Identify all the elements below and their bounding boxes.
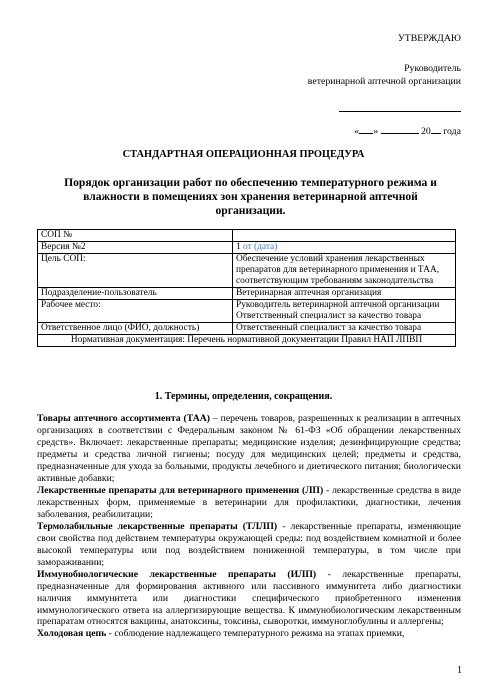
definition-term: Лекарственные препараты для ветеринарного применения (ЛП)	[37, 484, 324, 496]
version-number: 1	[236, 242, 244, 252]
date-year-blank	[431, 125, 441, 134]
table-cell-value	[233, 230, 456, 242]
table-cell-label: Версия №2	[38, 242, 233, 254]
approval-organization: ветеринарной аптечной организации	[307, 75, 461, 87]
workplace-2: Ответственный специалист за качество товара	[236, 311, 422, 321]
definition-paragraph	[37, 413, 461, 485]
page-number: 1	[457, 665, 462, 676]
table-cell-label: СОП №	[38, 230, 233, 242]
date-quote-open: «	[354, 125, 360, 137]
definitions-body	[37, 413, 461, 640]
table-row	[38, 288, 456, 300]
definition-text: - лекарственные препараты, изменяющие свои свойства под действием температуры окружающей среды: под воздействием комнатной и более высокой температуры или под воздействием пониженной температуры, в том числе при замораживании;	[37, 520, 461, 568]
definition-term: Товары аптечного ассортимента (ТАА)	[37, 413, 210, 424]
section-title: 1. Термины, определения, сокращения.	[154, 391, 333, 402]
procedure-title: Порядок организации работ по обеспечению температурного режима и влажности в помещениях зон хранения ветеринарной аптечной организации.	[64, 176, 437, 218]
table-cell-value: Ответственный специалист за качество товара	[233, 323, 456, 335]
sop-info-table	[37, 229, 456, 347]
table-cell-label: Рабочее место:	[38, 300, 233, 323]
definition-paragraph	[37, 485, 461, 521]
version-date-placeholder: от (дата)	[243, 242, 278, 252]
definition-paragraph	[37, 569, 461, 629]
table-cell-value	[233, 300, 456, 323]
table-row	[38, 254, 456, 288]
approval-position: Руководитель	[404, 62, 461, 74]
approval-block	[308, 33, 461, 138]
definition-text: – перечень товаров, разрешенных к реализации в аптечных организациях в соответствии с Федеральным законом № 61-ФЗ «Об обращении лекарственных средств». Включает: лекарственные препараты; медицинские изделия; дезинфицирующие средства; предметы и средства личной гигиены; посуду для медицинских целей; предметы и средства, предназначенные для ухода за больными, продукты лечебного и диетического питания; биологически активные добавки;	[37, 413, 461, 484]
table-cell-value: Ветеринарная аптечная организация	[233, 288, 456, 300]
date-day-blank	[359, 125, 373, 134]
table-cell-label: Ответственное лицо (ФИО, должность)	[38, 323, 233, 335]
table-row	[38, 242, 456, 254]
definition-term: Холодовая цепь	[37, 628, 107, 640]
definition-text: - соблюдение надлежащего температурного режима на этапах приемки,	[106, 628, 405, 640]
date-year-prefix: 20	[421, 125, 431, 137]
table-cell-value	[233, 242, 456, 254]
table-row	[38, 323, 456, 335]
definition-text: - лекарственные препараты, предназначенные для формирования активного или пассивного иммунитета либо диагностики наличия иммунитета или диагностики специфического приобретенного изменения иммунологического ответа на аллергизирующие вещества. К иммунобиологическим лекарственным препаратам относятся вакцины, анатоксины, токсины, сыворотки, иммуноглобулины и аллергены;	[37, 568, 461, 628]
definition-term: Иммунобиологические лекарственные препараты (ИЛП)	[37, 568, 317, 580]
table-cell-label: Цель СОП:	[38, 254, 233, 288]
definition-text: - лекарственные средства в виде лекарственных форм, применяемые в ветеринарии для профилактики, диагностики, лечения заболевания, реабилитации;	[37, 484, 461, 520]
date-quote-close: »	[373, 125, 379, 137]
table-footer-cell: Нормативная документация: Перечень нормативной документации Правил НАП ЛПВП	[38, 335, 456, 347]
definition-paragraph	[37, 521, 461, 569]
table-row	[38, 335, 456, 347]
signature-line	[339, 88, 461, 112]
sop-title: СТАНДАРТНАЯ ОПЕРАЦИОННАЯ ПРОЦЕДУРА	[122, 149, 365, 160]
table-row	[38, 230, 456, 242]
table-cell-value: Обеспечение условий хранения лекарственных препаратов для ветеринарного применения и ТАА, соответствующим требованиям законодательства	[233, 254, 456, 288]
workplace-1: Руководитель ветеринарной аптечной организации	[236, 300, 440, 310]
date-year-suffix: года	[443, 125, 461, 137]
approval-date	[308, 125, 461, 138]
table-cell-label: Подразделение-пользователь	[38, 288, 233, 300]
table-row	[38, 300, 456, 323]
approval-title: УТВЕРЖДАЮ	[397, 33, 461, 44]
definition-paragraph	[37, 628, 461, 640]
definition-term: Термолабильные лекарственные препараты (ТЛЛП)	[37, 520, 278, 532]
date-month-blank	[381, 125, 419, 134]
